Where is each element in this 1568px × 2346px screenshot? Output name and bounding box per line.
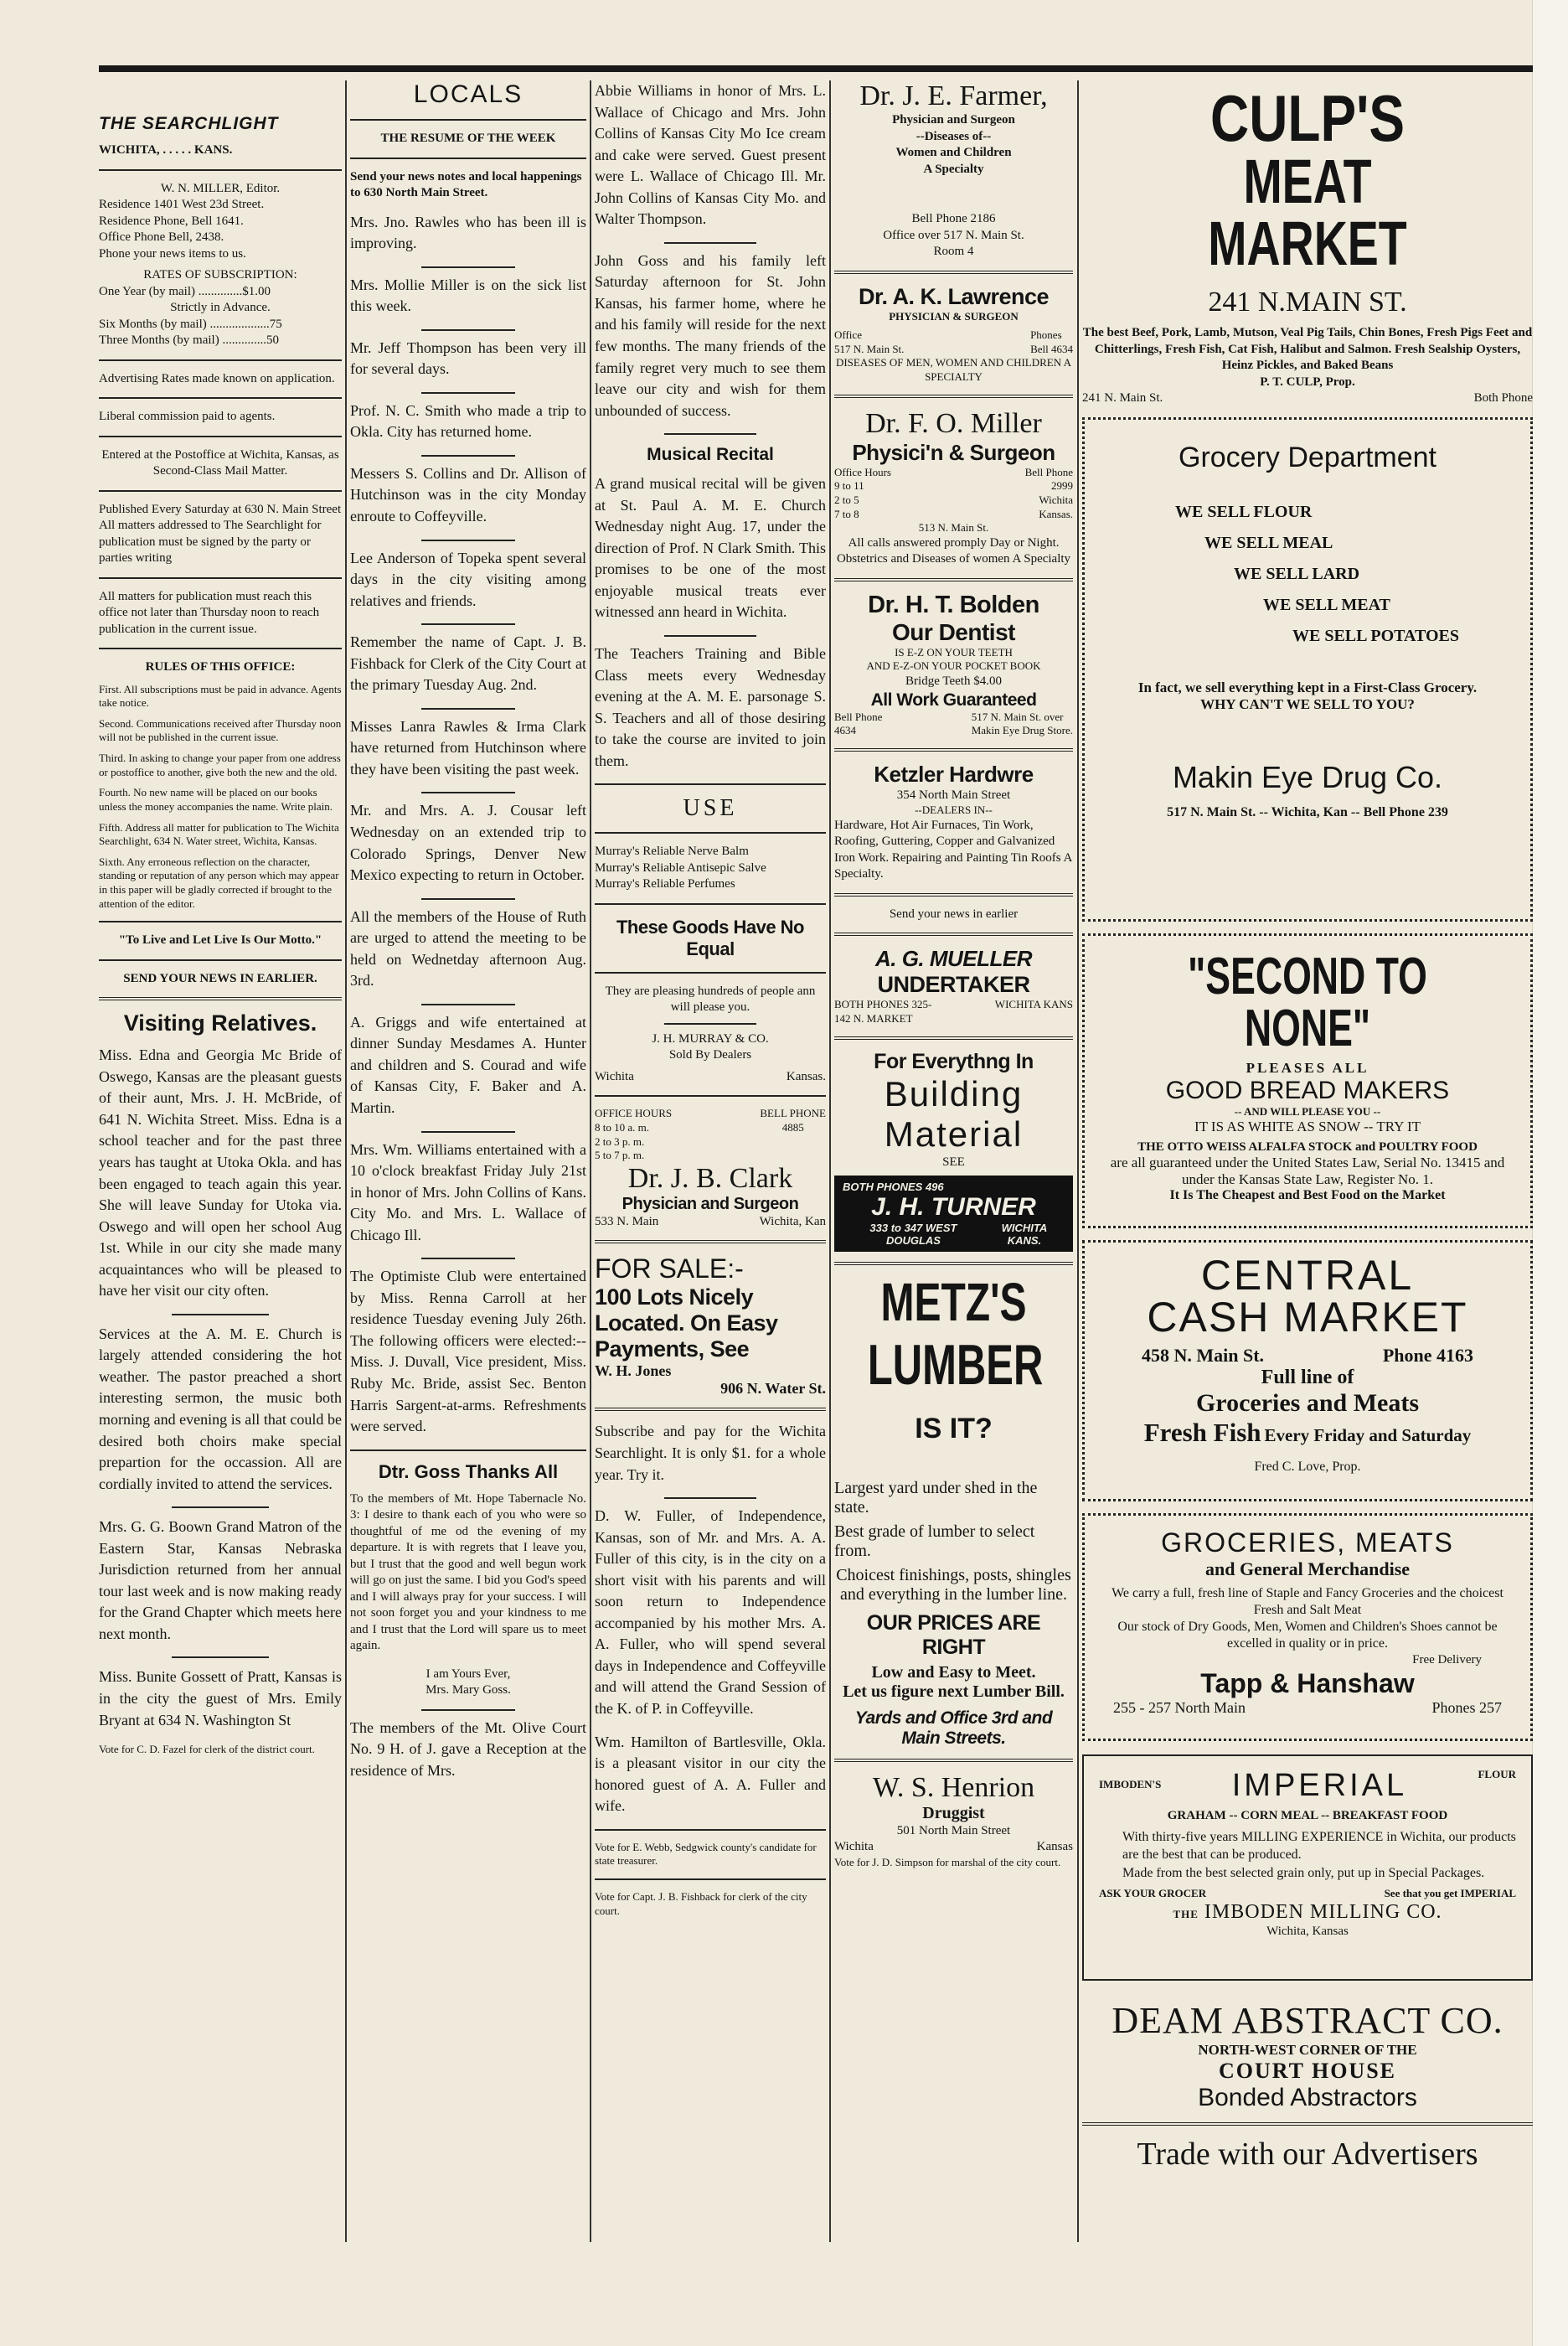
bolden-ez2: AND E-Z-ON YOUR POCKET BOOK <box>866 659 1041 673</box>
imp-item: With thirty-five years MILLING EXPERIENCE in Wichita, our products are the best that can be produced. <box>1122 1829 1516 1863</box>
miller-title: Physici'n & Surgeon <box>852 439 1055 465</box>
culp-title: CULP'S <box>1210 81 1405 155</box>
notice-item: Published Every Saturday at 630 N. Main Street <box>99 502 342 516</box>
deam-corner: NORTH-WEST CORNER OF THE <box>1198 2041 1417 2058</box>
use-item: Murray's Reliable Nerve Balm <box>595 845 749 859</box>
recital-body: A grand musical recital will be given at St. Paul A. M. E. Church Wednesday night Aug. 17, under the direction of Prof. N Clark Smith. This promises to be one of the most enjoyable musical treats ever witnessed ann heard in Wichita. <box>595 475 826 621</box>
bolden-bridge: Bridge Teeth $4.00 <box>905 674 1002 688</box>
use-item: Murray's Reliable Perfumes <box>595 877 735 891</box>
gossett-item: Miss. Bunite Gossett of Pratt, Kansas is in the city the guest of Mrs. Emily Bryant at 634 N. Washington St <box>99 1668 342 1728</box>
use-item: Murray's Reliable Antisepic Salve <box>595 860 766 875</box>
imp-imboden: IMBODEN'S <box>1099 1777 1162 1791</box>
top-rule <box>99 65 1533 72</box>
mueller-phones: BOTH PHONES 325- 142 N. MARKET <box>834 998 932 1025</box>
sell-item: WE SELL MEAT <box>1263 595 1390 614</box>
jones-address: 906 N. Water St. <box>720 1380 826 1398</box>
rule-item: First. All subscriptions must be paid in advance. Agents take notice. <box>99 682 342 710</box>
imp-ask: ASK YOUR GROCER <box>1099 1887 1207 1900</box>
farmer-name: Dr. J. E. Farmer, <box>859 80 1048 111</box>
imp-list <box>1099 1828 1516 1883</box>
turner-name: J. H. TURNER <box>871 1193 1036 1222</box>
central-address: 458 N. Main St. <box>1142 1344 1265 1366</box>
local-item: The Optimiste Club were entertained by Miss. Renna Carroll at her residence Tuesday evening July 26th. The following officers were elected:-- Miss. J. Duvall, Vice president, Miss. Ruby Mc. Bride, assist Sec. Benton Harris Sargent-at-arms. Refreshments were served. <box>350 1268 586 1435</box>
column-divider <box>345 80 347 2242</box>
sell-item: WE SELL POTATOES <box>1292 626 1459 645</box>
use-title: USE <box>683 795 738 822</box>
murray-city: Wichita <box>595 1069 634 1083</box>
best-grade: Best grade of lumber to select from. <box>834 1522 1035 1560</box>
goss-body: To the members of Mt. Hope Tabernacle No. 3: I desire to thank each of you who were so thoughtful of me od the evening of my departure. It is with regrets that I leave you, but I trust that the good and well begun work will go on just the same. I bid you God's speed and I will always pray for your success. I will not soon forget you and your kindness to me and I trust that the Lord will spare us to meet again. <box>350 1491 586 1653</box>
lawrence-name: Dr. A. K. Lawrence <box>858 283 1050 309</box>
turner-city: WICHITA KANS. <box>1001 1222 1048 1248</box>
stn-guarantee: are all guaranteed under the United States Law, Serial No. 13415 and under the Kansas State Law, Register No. 1. <box>1110 1154 1505 1187</box>
locals-subtitle: THE RESUME OF THE WEEK <box>380 132 556 145</box>
rule-item: Second. Communications received after Thursday noon will not be published in the current issue. <box>99 716 342 744</box>
lawrence-specialty: DISEASES OF MEN, WOMEN AND CHILDREN A SPECIALTY <box>835 356 1072 383</box>
central-prop: Fred C. Love, Prop. <box>1254 1459 1361 1474</box>
imp-line: GRAHAM -- CORN MEAL -- BREAKFAST FOOD <box>1167 1808 1448 1822</box>
choicest: Choicest finishings, posts, shingles and everything in the lumber line. <box>836 1565 1071 1604</box>
tapp-title: GROCERIES, MEATS <box>1161 1527 1454 1558</box>
turner-logo <box>834 1176 1073 1252</box>
central-title: CASH MARKET <box>1147 1293 1468 1341</box>
bolden-guarantee: All Work Guaranteed <box>870 690 1037 710</box>
low-easy: Low and Easy to Meet. <box>871 1662 1036 1682</box>
jones: W. H. Jones <box>595 1362 672 1380</box>
imp-city: Wichita, Kansas <box>1266 1924 1349 1938</box>
stn-white: IT IS AS WHITE AS SNOW -- TRY IT <box>1194 1118 1421 1134</box>
imp-flour: FLOUR <box>1478 1767 1516 1780</box>
deam-court: COURT HOUSE <box>1218 2058 1397 2083</box>
goss-title: Dtr. Goss Thanks All <box>378 1460 559 1482</box>
central-title: CENTRAL <box>1200 1251 1415 1299</box>
pleasing: They are pleasing hundreds of people ann will please you. <box>605 984 816 1015</box>
column-divider <box>590 80 591 2242</box>
rules-title: RULES OF THIS OFFICE: <box>145 660 296 674</box>
tapp-body: We carry a full, fresh line of Staple and Fancy Groceries and the choicest Fresh and Salt Meat <box>1112 1585 1504 1617</box>
notice-item: Advertising Rates made known on application. <box>99 371 335 385</box>
miller-name: Dr. F. O. Miller <box>865 407 1042 439</box>
sell-item: WE SELL FLOUR <box>1175 502 1313 521</box>
imperial-flour-ad <box>1082 1754 1533 1981</box>
local-item: Prof. N. C. Smith who made a trip to Okla. City has returned home. <box>350 401 586 441</box>
clark-hours: OFFICE HOURS 8 to 10 a. m. 2 to 3 p. m. 5 to 7 p. m. <box>595 1107 673 1162</box>
murray: J. H. MURRAY & CO. <box>652 1031 769 1046</box>
rate-three-months: Three Months (by mail) ..............50 <box>99 333 279 347</box>
column-divider <box>829 80 831 2242</box>
culp-foot-right: Both Phone <box>1473 391 1533 405</box>
stn-pleases: PLEASES ALL <box>1246 1059 1369 1076</box>
deam-bonded: Bonded Abstractors <box>1198 2083 1417 2111</box>
local-item: Misses Lanra Rawles & Irma Clark have returned from Hutchinson where they have been visiting the past week. <box>350 717 586 778</box>
rule-item: Sixth. Any erroneous reflection on the character, standing or reputation of any person which may appear in this paper will be gladly corrected if brought to the attention of the editor. <box>99 855 339 910</box>
largest-yard: Largest yard under shed in the state. <box>834 1478 1038 1517</box>
prices-right: OUR PRICES ARE RIGHT <box>866 1610 1041 1659</box>
murray-state: Kansas. <box>786 1069 826 1083</box>
goss-family-item: John Goss and his family left Saturday afternoon for St. John Kansas, his farmer home, where he and his family will reside for the next few months. The many friends of the family regret very much to see them leave our city and wish for them unbounded of success. <box>595 251 826 419</box>
local-item: Mr. Jeff Thompson has been very ill for several days. <box>350 338 586 378</box>
stn-title: "SECOND TO NONE" <box>1188 947 1427 1057</box>
central-fish-days: Every Friday and Saturday <box>1264 1424 1472 1445</box>
phone-news: Phone your news items to us. <box>99 246 246 261</box>
masthead: THE SEARCHLIGHT <box>99 114 279 133</box>
clark-title: Physician and Surgeon <box>622 1194 799 1213</box>
ketzler-address: 354 North Main Street <box>896 788 1011 802</box>
tapp-hanshaw-ad <box>1082 1513 1533 1741</box>
stn-and: -- AND WILL PLEASE YOU -- <box>1234 1104 1381 1118</box>
farmer-specialty: --Diseases of-- Women and Children A Specialty <box>895 129 1012 176</box>
local-item: Lee Anderson of Topeka spent several days in the city visiting among relatives and friends. <box>350 549 586 609</box>
send-news: SEND YOUR NEWS IN EARLIER. <box>123 971 317 985</box>
metz-title: METZ'S <box>880 1272 1027 1333</box>
makin-name: Makin Eye Drug Co. <box>1172 759 1443 794</box>
miller-phone: Bell Phone 2999 Wichita Kansas. <box>1024 465 1073 520</box>
tapp-body: Our stock of Dry Goods, Men, Women and Children's Shoes cannot be excelled in quality or in price. <box>1117 1619 1498 1651</box>
notice-item: All matters for publication must reach this office not later than Thursday noon to reach publication in the current issue. <box>99 589 320 636</box>
see-text: SEE <box>942 1155 965 1169</box>
fuller-item: D. W. Fuller, of Independence, Kansas, son of Mr. and Mrs. A. A. Fuller of this city, is in the city on a short visit with his parents and will soon return to Independence accompanied by his mother Mrs. A. A. Fuller, who will spend several days in Independence and Coffeyville and will attend the Grand Session of the K. of P. in Coffeyville. <box>595 1507 826 1718</box>
tapp-subtitle: and General Merchandise <box>1204 1558 1411 1579</box>
henrion-city: Wichita <box>834 1840 874 1854</box>
imp-the: THE <box>1173 1907 1199 1920</box>
column-editorial <box>99 80 342 2250</box>
imp-imperial: IMPERIAL <box>1231 1767 1408 1803</box>
local-item: A. Griggs and wife entertained at dinner Sunday Mesdames A. Hunter and children and S. Courad and wife of Kansas City, F. Baker and A. Martin. <box>350 1013 586 1116</box>
henrion-title: Druggist <box>922 1803 985 1822</box>
figure-bill: Let us figure next Lumber Bill. <box>843 1682 1065 1701</box>
clark-phone: BELL PHONE 4885 <box>760 1107 826 1134</box>
rule-item: Third. In asking to change your paper from one address or postoffice to another, give both the new and the old. <box>99 752 341 778</box>
rate-one-year: One Year (by mail) ..............$1.00 <box>99 284 271 298</box>
lawrence-title: PHYSICIAN & SURGEON <box>889 309 1019 323</box>
culp-subtitle: MEAT MARKET <box>1208 147 1407 278</box>
local-item: All the members of the House of Ruth are urged to attend the meeting to be held on Wednetday afternoon Aug. 3rd. <box>350 907 586 990</box>
motto: "To Live and Let Live Is Our Motto." <box>118 933 322 948</box>
henrion-name: W. S. Henrion <box>872 1771 1035 1803</box>
services-item: Services at the A. M. E. Church is largely attended considering the hot weather. The pastor preached a short interesting sermon, the music both morning and evening is all that could be desired both choirs make special prepartion for the occassion. All are cordially invited to attend the services. <box>99 1325 342 1492</box>
farmer-phone: Bell Phone 2186 <box>911 212 996 225</box>
boown-item: Mrs. G. G. Boown Grand Matron of the Eastern Star, Kansas Nebraska Jurisdiction returned from her annual tour last week and is now making ready for the Grand Chapter which meets here next month. <box>99 1518 342 1642</box>
grocery-title: Grocery Department <box>1179 441 1436 473</box>
henrion-address: 501 North Main Street <box>896 1823 1011 1837</box>
sell-item: WE SELL MEAL <box>1204 533 1333 552</box>
imp-company: IMBODEN MILLING CO. <box>1204 1900 1442 1923</box>
miller-address: 513 N. Main St. <box>918 521 989 535</box>
stn-cheapest: It Is The Cheapest and Best Food on the Market <box>1169 1188 1446 1203</box>
hamilton-item: Wm. Hamilton of Bartlesville, Okla. is a pleasant visitor in our city the honored guest of A. A. Fuller and wife. <box>595 1733 826 1815</box>
local-item: Remember the name of Capt. J. B. Fishback for Clerk of the City Court at the primary Tuesday Aug. 2nd. <box>350 633 586 694</box>
farmer-office: Office over 517 N. Main St. Room 4 <box>883 228 1024 258</box>
yards-office: Yards and Office 3rd and Main Streets. <box>854 1708 1053 1748</box>
is-it: IS IT? <box>915 1412 993 1444</box>
residence-phone: Residence Phone, Bell 1641. <box>99 214 244 228</box>
bolden-title: Our Dentist <box>892 618 1015 645</box>
grocery-fact: In fact, we sell everything kept in a First-Class Grocery. <box>1137 679 1478 695</box>
makin-address: 517 N. Main St. -- Wichita, Kan -- Bell Phone 239 <box>1167 804 1448 819</box>
miller-calls: All calls answered promply Day or Night. Obstetrics and Diseases of women A Specialty <box>836 535 1071 566</box>
culp-address: 241 N.MAIN ST. <box>1208 287 1407 318</box>
central-groceries: Groceries and Meats <box>1195 1388 1420 1417</box>
tapp-free: Free Delivery <box>1412 1652 1482 1666</box>
goss-sign: I am Yours Ever, <box>426 1666 511 1681</box>
culp-prop: P. T. CULP, Prop. <box>1260 375 1355 389</box>
bolden-address: 517 N. Main St. over Makin Eye Drug Store. <box>971 710 1073 737</box>
building-text: Building <box>884 1073 1024 1114</box>
office-phone: Office Phone Bell, 2438. <box>99 230 224 244</box>
bolden-name: Dr. H. T. Bolden <box>868 591 1039 618</box>
for-sale: FOR SALE:- <box>595 1253 744 1284</box>
tapp-address: 255 - 257 North Main <box>1113 1699 1246 1716</box>
central-full: Full line of <box>1261 1366 1354 1388</box>
tapp-name: Tapp & Hanshaw <box>1200 1668 1415 1698</box>
goss-sign: Mrs. Mary Goss. <box>426 1683 511 1697</box>
column-ads <box>834 80 1073 2250</box>
local-item: Mrs. Wm. Williams entertained with a 10 o'clock breakfast Friday July 21st in honor of Mrs. John Collins of Kans. City Mo. and Mrs. L. Wallace of Chicago Ill. <box>350 1140 586 1243</box>
rate-six-months: Six Months (by mail) ...................75 <box>99 317 282 331</box>
local-item: Mrs. Mollie Miller is on the sick list this week. <box>350 276 586 315</box>
recital-title: Musical Recital <box>647 445 774 465</box>
farmer-title: Physician and Surgeon <box>892 113 1015 127</box>
local-item: Messers S. Collins and Dr. Allison of Hutchinson was in the city Monday enroute to Coffeyville. <box>350 464 586 524</box>
bolden-ez1: IS E-Z ON YOUR TEETH <box>895 645 1013 659</box>
dateline: WICHITA, . . . . . KANS. <box>99 143 233 157</box>
notice-item: All matters addressed to The Searchlight for publication must be signed by the party or parties writing <box>99 519 322 565</box>
imp-see: See that you get IMPERIAL <box>1384 1887 1516 1900</box>
culp-foot-left: 241 N. Main St. <box>1082 391 1163 405</box>
column-divider <box>1077 80 1079 2242</box>
ketzler-name: Ketzler Hardwre <box>874 761 1034 787</box>
locals-send: Send your news notes and local happenings to 630 North Main Street. <box>350 169 582 199</box>
rule-item: Fifth. Address all matter for publication to The Wichita Searchlight, 634 N. Water street, Wichita, Kansas. <box>99 820 339 848</box>
lots-text: 100 Lots Nicely Located. On Easy Payments, See <box>595 1284 778 1362</box>
olive-item: The members of the Mt. Olive Court No. 9 H. of J. gave a Reception at the residence of Mrs. <box>350 1718 586 1779</box>
no-equal: These Goods Have No Equal <box>616 916 804 959</box>
sold-by: Sold By Dealers <box>668 1048 752 1062</box>
local-item: Mrs. Jno. Rawles who has been ill is improving. <box>350 213 586 252</box>
grocery-ad <box>1082 417 1533 922</box>
notice-item: Entered at the Postoffice at Wichita, Kansas, as Second-Class Mail Matter. <box>101 447 339 478</box>
lumber-title: LUMBER <box>867 1333 1044 1398</box>
everything-text: For Everythng In <box>874 1049 1034 1073</box>
send-news-earlier: Send your news in earlier <box>889 907 1019 921</box>
subscribe-item: Subscribe and pay for the Wichita Searchlight. It is only $1. for a whole year. Try it. <box>595 1423 826 1483</box>
column-news-ads <box>595 80 826 2250</box>
page-edge <box>1532 0 1568 2346</box>
grocery-why: WHY CAN'T WE SELL TO YOU? <box>1200 695 1415 712</box>
ketzler-body: Hardware, Hot Air Furnaces, Tin Work, Roofing, Guttering, Copper and Galvanized Iron Work. Repairing and Painting Tin Roofs A Specialty. <box>834 818 1072 881</box>
central-cash-ad <box>1082 1240 1533 1501</box>
clark-address: 533 N. Main <box>595 1214 659 1228</box>
central-phone: Phone 4163 <box>1382 1344 1473 1366</box>
tapp-phones: Phones 257 <box>1431 1699 1502 1716</box>
sell-item: WE SELL LARD <box>1234 564 1360 583</box>
wallace-item: Abbie Williams in honor of Mrs. L. Wallace of Chicago and Mrs. John Collins of Kansas City Mo Ice cream and cake were served. Guest present were L. Wallace of Chicago Ill. Mr. John Collins of Kansas City Mo. and Walter Thompson. <box>595 82 826 228</box>
mueller-city: WICHITA KANS <box>994 998 1073 1011</box>
rate-advance: Strictly in Advance. <box>170 301 271 314</box>
teachers-item: The Teachers Training and Bible Class meets every Wednesday evening at the A. M. E. parsonage S. S. Teachers and all of those desiring to take the course are invited to join them. <box>595 645 826 769</box>
mueller-title: UNDERTAKER <box>877 972 1030 998</box>
subscription-title: RATES OF SUBSCRIPTION: <box>143 268 297 282</box>
henrion-state: Kansas <box>1036 1840 1073 1854</box>
column-locals <box>350 80 586 2250</box>
lawrence-office: Office 517 N. Main St. <box>834 328 905 355</box>
clark-city: Wichita, Kan <box>759 1214 826 1228</box>
second-to-none-ad <box>1082 933 1533 1228</box>
lawrence-phones: Phones Bell 4634 <box>1030 328 1073 355</box>
stn-otto: THE OTTO WEISS ALFALFA STOCK and POULTRY FOOD <box>1137 1139 1478 1154</box>
deam-title: DEAM ABSTRACT CO. <box>1112 1999 1504 2041</box>
culp-body: The best Beef, Pork, Lamb, Mutson, Veal Pig Tails, Chin Bones, Fresh Pigs Feet and Chitterlings, Fresh Fish, Cat Fish, Halibut and Salmon. Fresh Sealship Oysters, Heinz Pickles, and Baked Beans <box>1082 326 1533 372</box>
turner-phones: BOTH PHONES 496 <box>843 1181 944 1194</box>
visiting-body: Miss. Edna and Georgia Mc Bride of Oswego, Kansas are the pleasant guests of their aunt, Mrs. J. H. McBride, of 641 N. Wichita Street. Miss. Edna is a school teacher and for the past three years has taught at Utoka Okla. and has been engaged to teach again this year. She will leave Sunday for Utoka via. Oswego and will open her school Aug 1st. While in our city she made many acquaintances who will be pleased to have her visit our city often. <box>99 1046 342 1300</box>
notice-item: Liberal commission paid to agents. <box>99 410 276 423</box>
ketzler-dealers: --DEALERS IN-- <box>915 804 993 817</box>
locals-title: LOCALS <box>413 80 524 108</box>
clark-name: Dr. J. B. Clark <box>627 1162 793 1194</box>
central-fish: Fresh Fish <box>1143 1417 1261 1447</box>
vote-simpson: Vote for J. D. Simpson for marshal of the city court. <box>834 1855 1061 1868</box>
miller-hours: Office Hours 9 to 11 2 to 5 7 to 8 <box>834 465 891 520</box>
residence: Residence 1401 West 23d Street. <box>99 198 265 211</box>
imp-item: Made from the best selected grain only, put up in Special Packages. <box>1122 1865 1485 1880</box>
vote-fishback: Vote for Capt. J. B. Fishback for clerk of the city court. <box>595 1890 807 1917</box>
rule-item: Fourth. No new name will be placed on our books unless the money accompanies the name. Write plain. <box>99 786 333 813</box>
mueller-name: A. G. MUELLER <box>874 946 1033 972</box>
turner-address: 333 to 347 WEST DOUGLAS <box>869 1222 957 1248</box>
local-item: Mr. and Mrs. A. J. Cousar left Wednesday on an extended trip to Colorado Springs, Denver New Mexico expecting to return in October. <box>350 802 586 884</box>
stn-good: GOOD BREAD MAKERS <box>1165 1076 1450 1104</box>
column-display-ads <box>1082 80 1533 2250</box>
vote-fazel: Vote for C. D. Fazel for clerk of the district court. <box>99 1743 315 1756</box>
bolden-phone: Bell Phone 4634 <box>834 710 883 737</box>
editor: W. N. MILLER, Editor. <box>160 181 281 195</box>
material-text: Material <box>884 1114 1024 1154</box>
visiting-title: Visiting Relatives. <box>123 1010 317 1036</box>
trade-advertisers: Trade with our Advertisers <box>1137 2136 1478 2172</box>
vote-webb: Vote for E. Webb, Sedgwick county's candidate for state treasurer. <box>595 1840 817 1868</box>
